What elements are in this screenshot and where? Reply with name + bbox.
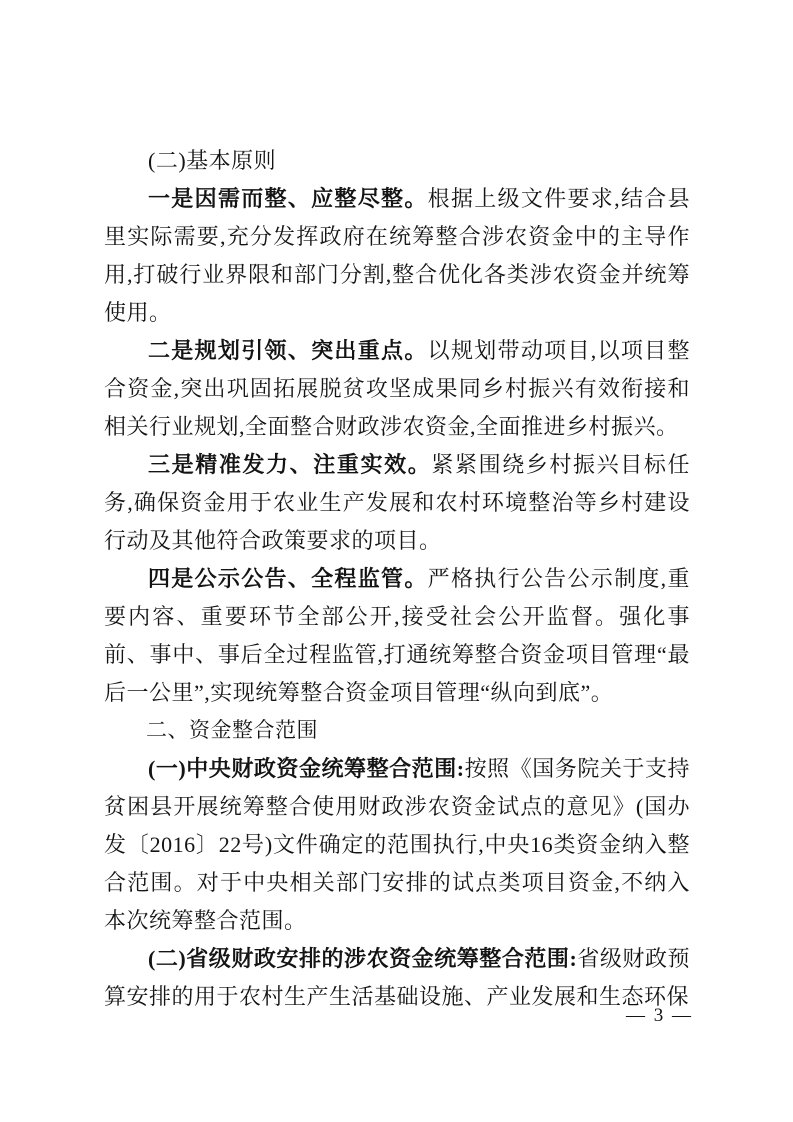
paragraph-principle-three [104,446,690,560]
document-body [104,142,690,1016]
section-heading-basic-principles: (二)基本原则 [148,148,277,173]
paragraph-lead: 三是精准发力、注重实效。 [148,452,432,477]
paragraph-lead: 四是公示公告、全程监管。 [148,566,428,591]
paragraph-text: 按照《国务院关于支持贫困县开展统筹整合使用财政涉农资金试点的意见》(国办发〔2016〕22号)文件确定的范围执行,中央16类资金纳入整合范围。对于中央相关部门安排的试点类项目资金,不纳入本次统筹整合范围。 [104,756,690,933]
paragraph-provincial-fund-scope [104,940,690,1016]
paragraph-principle-four [104,560,690,712]
paragraph-lead: 一是因需而整、应整尽整。 [148,186,428,211]
paragraph-lead: 二是规划引领、突出重点。 [148,338,428,363]
paragraph-lead: (一)中央财政资金统筹整合范围: [148,756,465,781]
paragraph-central-fund-scope [104,750,690,940]
paragraph-principle-one [104,180,690,332]
paragraph-lead: (二)省级财政安排的涉农资金统筹整合范围: [148,946,578,971]
paragraph-text: 严格执行公告公示制度,重要内容、重要环节全部公开,接受社会公开监督。强化事前、事中、事后全过程监管,打通统筹整合资金项目管理“最后一公里”,实现统筹整合资金项目管理“纵向到底”。 [104,566,690,705]
page-number: — 3 — [626,1005,693,1026]
section-heading-fund-scope: 二、资金整合范围 [146,719,318,742]
paragraph-text: 根据上级文件要求,结合县里实际需要,充分发挥政府在统筹整合涉农资金中的主导作用,打破行业界限和部门分割,整合优化各类涉农资金并统筹使用。 [104,186,690,325]
paragraph-text: 以规划带动项目,以项目整合资金,突出巩固拓展脱贫攻坚成果同乡村振兴有效衔接和相关行业规划,全面整合财政涉农资金,全面推进乡村振兴。 [104,338,690,439]
paragraph-text: 紧紧围绕乡村振兴目标任务,确保资金用于农业生产发展和农村环境整治等乡村建设行动及其他符合政策要求的项目。 [104,452,690,553]
paragraph-principle-two [104,332,690,446]
paragraph-text: 省级财政预算安排的用于农村生产生活基础设施、产业发展和生态环保 [104,946,690,1009]
